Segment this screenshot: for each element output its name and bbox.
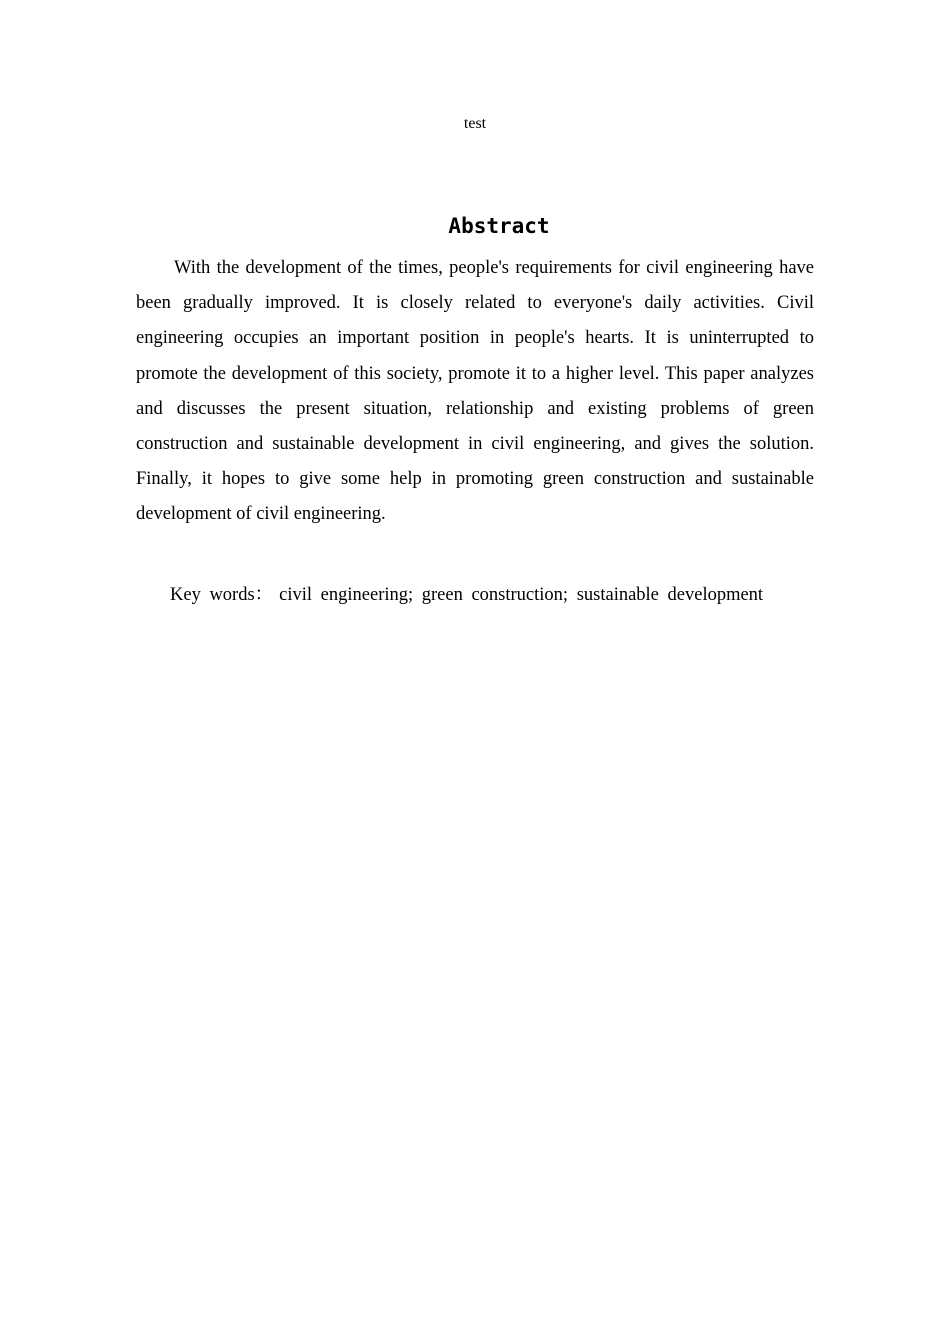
keywords-label: Key words： (170, 585, 274, 605)
keywords-value: civil engineering; green construction; sustainable development (279, 585, 764, 605)
page-header: test (463, 115, 487, 132)
abstract-body: With the development of the times, people's requirements for civil engineering have been gradually improved. It is closely related to everyone's daily activities. Civil engineering occupies an important position in people's hearts. It is uninterrupted to promote the development of this society, promote it to a higher level. This paper analyzes and discusses the present situation, relationship and existing problems of green construction and sustainable development in civil engineering, and gives the solution. Finally, it hopes to give some help in promoting green construction and sustainable development of civil engineering. (136, 258, 814, 525)
abstract-title: Abstract (448, 214, 550, 238)
keywords-line (170, 580, 830, 610)
